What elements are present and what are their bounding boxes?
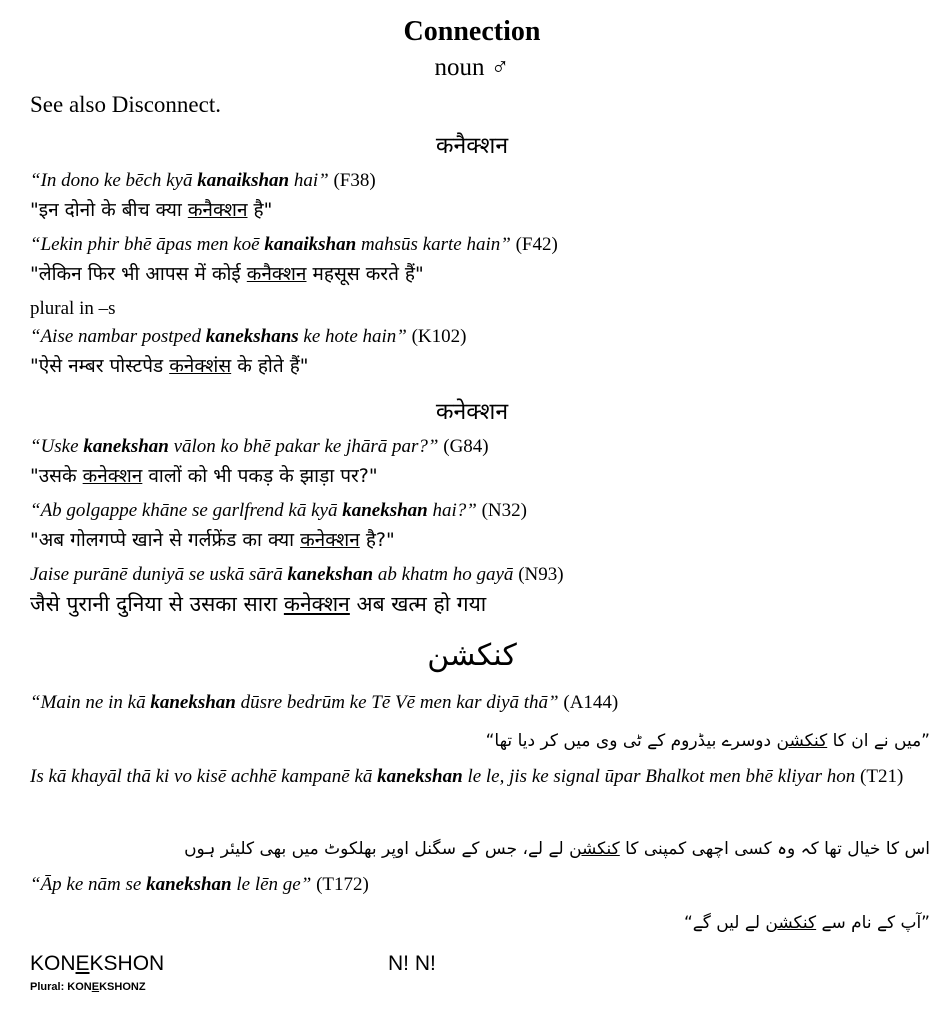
keyword-devanagari: कनेक्शन [82, 465, 143, 487]
source-ref: (T172) [311, 874, 369, 895]
example-devanagari: "इन दोनो के बीच क्या कनैक्शन है" [30, 199, 273, 221]
part-of-speech: noun ♂ [434, 54, 510, 81]
plural-note: plural in –s [30, 298, 116, 319]
keyword-devanagari: कनैक्शन [187, 199, 248, 221]
example-devanagari: "उसके कनेक्शन वालों को भी पकड़ के झाड़ा पर?" [30, 465, 378, 487]
see-also-note: See also Disconnect. [30, 92, 221, 117]
example-transliteration: “Aise nambar postped kanekshans ke hote hain” (K102) [30, 326, 467, 347]
keyword: kanekshan [146, 874, 232, 895]
source-ref: (K102) [406, 326, 467, 347]
keyword-devanagari: कनेक्शंस [169, 355, 232, 377]
example-devanagari: "ऐसे नम्बर पोस्टपेड कनेक्शंस के होते हैं" [30, 355, 309, 377]
source-ref: (A144) [558, 692, 619, 713]
source-ref: (F38) [328, 170, 376, 191]
plural-pronunciation: Plural: KONEKSHONZ [30, 981, 146, 993]
example-transliteration: Jaise purānē duniyā se uskā sārā kanekshan ab khatm ho gayā (N93) [30, 564, 564, 585]
source-ref: (N32) [476, 500, 527, 521]
example-transliteration: “Main ne in kā kanekshan dūsre bedrūm ke Tē Vē men kar diyā thā” (A144) [30, 692, 619, 713]
example-urdu: ”آپ کے نام سے کنکشن لے لیں گے“ [683, 913, 930, 933]
section-heading-devanagari-2: कनेक्शन [435, 399, 509, 425]
keyword-urdu: کنکشن [776, 731, 828, 751]
example-devanagari: जैसे पुरानी दुनिया से उसका सारा कनेक्शन अब खत्म हो गया [30, 592, 487, 616]
keyword-devanagari: कनेक्शन [300, 529, 360, 551]
keyword: kanekshan [150, 692, 236, 713]
keyword: kanekshan [342, 500, 428, 521]
section-heading-devanagari-1: कनैक्शन [435, 133, 509, 159]
example-devanagari: "लेकिन फिर भी आपस में कोई कनैक्शन महसूस करते हैं" [30, 263, 424, 285]
keyword-devanagari: कनेक्शन [283, 592, 350, 616]
source-ref: (T21) [855, 766, 904, 787]
example-devanagari: "अब गोलगप्पे खाने से गर्लफ्रेंड का क्या कनेक्शन है?" [30, 529, 395, 551]
marker-text: N! N! [388, 952, 436, 975]
source-ref: (F42) [510, 234, 558, 255]
example-urdu: ”میں نے ان کا کنکشن دوسرے بیڈروم کے ٹی وی میں کر دیا تھا“ [485, 731, 930, 751]
example-transliteration: “In dono ke bēch kyā kanaikshan hai” (F38) [30, 170, 376, 191]
headword: Connection [403, 16, 541, 47]
source-ref: (N93) [513, 564, 564, 585]
keyword-urdu: کنکشن [765, 913, 817, 933]
keyword: kanaikshan [197, 170, 290, 191]
example-urdu: اس کا خیال تھا کہ وہ کسی اچھی کمپنی کا کنکشن لے لے، جس کے سگنل اوپر بھلکوٹ میں بھی کلیئر ہوں [184, 839, 930, 859]
keyword: kanekshan [83, 436, 169, 457]
keyword: kanekshans [205, 326, 299, 347]
example-transliteration: Is kā khayāl thā ki vo kisē achhē kampanē kā kanekshan le le, jis ke signal ūpar Bhalkot men bhē kliyar hon (T21) [30, 766, 904, 787]
example-transliteration: “Lekin phir bhē āpas men koē kanaikshan mahsūs karte hain” (F42) [30, 234, 558, 255]
section-heading-urdu: کنکشن [427, 638, 517, 673]
keyword: kanekshan [287, 564, 374, 585]
keyword: kanaikshan [264, 234, 357, 255]
source-ref: (G84) [438, 436, 489, 457]
keyword: kanekshan [377, 766, 463, 787]
pronunciation: KONEKSHON [30, 952, 165, 975]
example-transliteration: “Āp ke nām se kanekshan le lēn ge” (T172) [30, 874, 369, 895]
example-transliteration: “Ab golgappe khāne se garlfrend kā kyā kanekshan hai?” (N32) [30, 500, 527, 521]
keyword-devanagari: कनैक्शन [246, 263, 307, 285]
keyword-urdu: کنکشن [569, 839, 620, 859]
example-transliteration: “Uske kanekshan vālon ko bhē pakar ke jhārā par?” (G84) [30, 436, 489, 457]
